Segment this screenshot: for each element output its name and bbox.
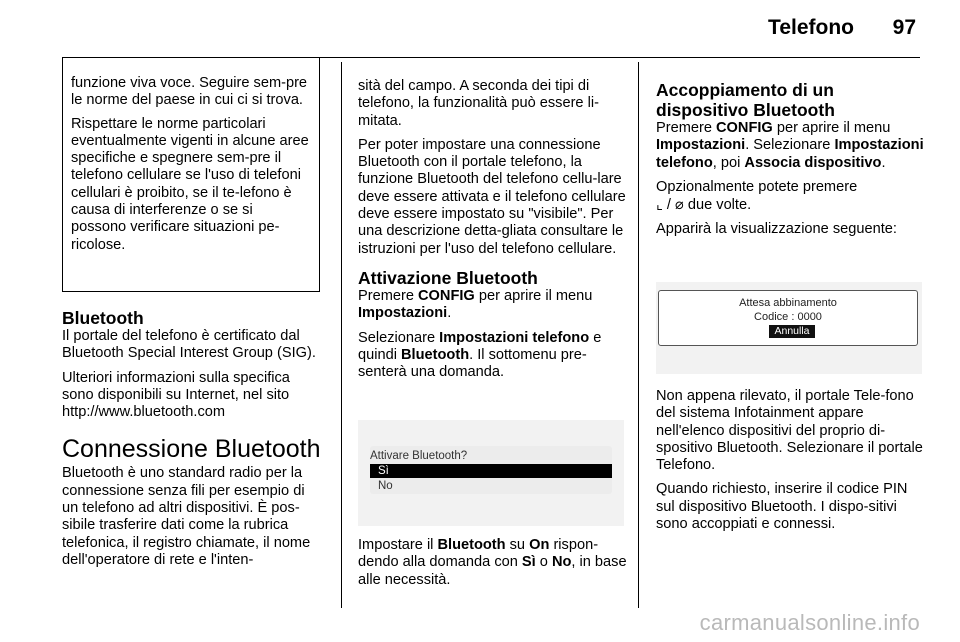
screen-option-yes-selected[interactable]: Sì xyxy=(370,464,612,478)
note-paragraph-1: funzione viva voce. Seguire sem-pre le norme del paese in cui ci si trova. xyxy=(71,75,308,109)
col2-paragraph-4: Selezionare Impostazioni telefono e quindi Bluetooth. Il sottomenu pre-senterà una domanda. xyxy=(358,329,602,381)
col3-paragraph-3: Apparirà la visualizzazione seguente: xyxy=(656,221,897,238)
column-2-body-lower xyxy=(358,537,628,596)
header-title: Telefono xyxy=(768,16,854,39)
col2-paragraph-1: sità del campo. A seconda dei tipi di telefono, la funzionalità può essere li-mitata. xyxy=(358,78,599,129)
mute-icon: ⌀ xyxy=(675,196,684,214)
column-divider-2 xyxy=(638,62,639,608)
phone-icon: ⌞ xyxy=(656,196,663,214)
pairing-code: Codice : 0000 xyxy=(754,311,822,323)
cancel-button[interactable]: Annulla xyxy=(769,325,815,338)
section-heading-pairing: Accoppiamento di un dispositivo Bluetooth xyxy=(656,80,835,120)
col3-paragraph-4: Non appena rilevato, il portale Tele-fono del sistema Infotainment appare nell'elenco dispositivi del proprio di-spositivo Bluetooth. Selezionare il portale Telefono. xyxy=(656,388,923,474)
bluetooth-question-screen xyxy=(358,420,624,526)
pairing-screen xyxy=(656,282,922,374)
section-heading-bluetooth: Bluetooth xyxy=(62,308,144,328)
screen-question: Attivare Bluetooth? xyxy=(370,450,468,462)
note-paragraph-2: Rispettare le norme particolari eventualmente vigenti in alcune aree specifiche e spegnere sem-pre il telefono cellulare se l'uso di telefoni cellulari è proibito, se il te-lefono è causa di interferenze o se si possono verificare situazioni pe-ricolose. xyxy=(71,115,309,253)
section-heading-activation: Attivazione Bluetooth xyxy=(358,267,538,288)
watermark: carmanualsonline.info xyxy=(699,610,920,635)
col3-paragraph-1: Premere CONFIG per aprire il menu Impostazioni. Selezionare Impostazioni telefono, poi Associa dispositivo. xyxy=(656,120,924,171)
page-number: 97 xyxy=(892,16,916,39)
column-2-body xyxy=(358,78,626,388)
column-3-body xyxy=(656,80,924,246)
col3-paragraph-5: Quando richiesto, inserire il codice PIN sul dispositivo Bluetooth. I dispo-sitivi sono accoppiati e connessi. xyxy=(656,481,908,533)
connection-paragraph-1: Bluetooth è uno standard radio per la connessione senza fili per esempio di un telefono ad altri dispositivi. È pos-sibile trasferire dati come la rubrica telefonica, il registro chiamate, il nome dell'operatore di rete e l'inten- xyxy=(62,465,311,568)
col2-paragraph-3: Premere CONFIG per aprire il menu Impostazioni. xyxy=(358,287,593,322)
section-heading-connection: Connessione Bluetooth xyxy=(62,435,321,464)
column-3-body-lower xyxy=(656,388,926,540)
bluetooth-paragraph-2: Ulteriori informazioni sulla specifica sono disponibili su Internet, nel sito http://www.bluetooth.com xyxy=(62,369,290,421)
screen-display xyxy=(370,446,612,494)
bluetooth-paragraph-1: Il portale del telefono è certificato dal Bluetooth Special Interest Group (SIG). xyxy=(62,328,316,362)
pairing-display xyxy=(658,290,918,346)
col2-paragraph-5: Impostare il Bluetooth su On rispon-dendo alla domanda con Sì o No, in base alle necessità. xyxy=(358,537,627,588)
column-divider-1 xyxy=(341,62,342,608)
column-1-body xyxy=(62,308,324,576)
caution-note-box xyxy=(62,58,320,292)
col2-paragraph-2: Per poter impostare una connessione Bluetooth con il portale telefono, la funzione Bluetooth del telefono cellu-lare deve essere attivata e il telefono cellulare deve essere impostato su "visibile". Per una descrizione detta-gliata consultare le istruzioni per l'uso del telefono cellulare. xyxy=(358,136,626,257)
col3-paragraph-2: Opzionalmente potete premere ⌞ / ⌀ due volte. xyxy=(656,178,858,214)
pairing-status: Attesa abbinamento xyxy=(739,297,837,309)
screen-option-no[interactable]: No xyxy=(378,480,393,492)
